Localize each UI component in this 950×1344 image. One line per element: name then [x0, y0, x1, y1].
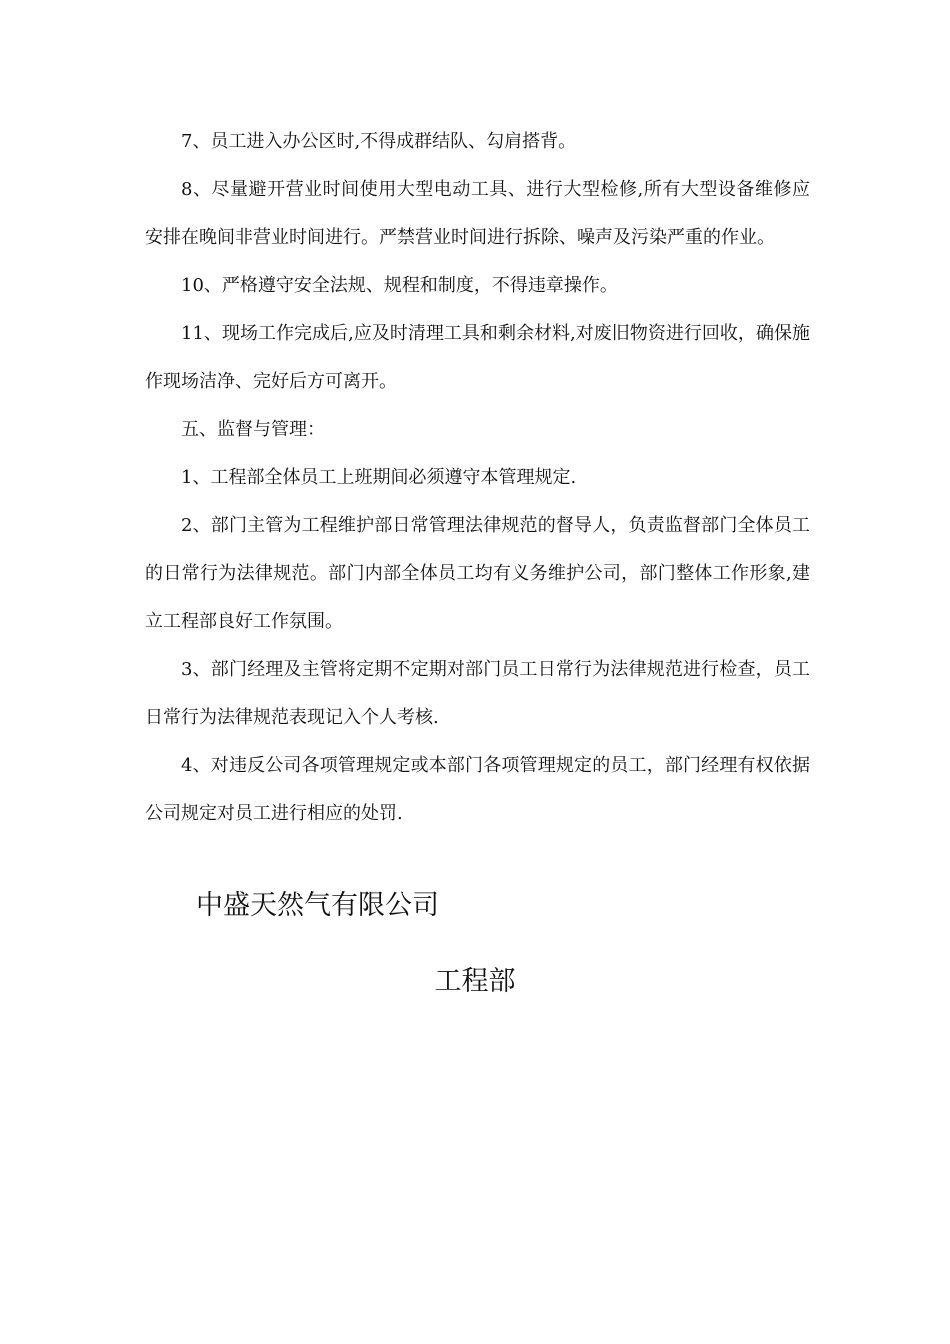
document-body: [145, 118, 810, 838]
paragraph-item-s2: 2、部门主管为工程维护部日常管理法律规范的督导人，负责监督部门全体员工的日常行为法律规范。部门内部全体员工均有义务维护公司，部门整体工作形象,建立工程部良好工作氛围。: [145, 515, 810, 632]
paragraph-item-s3: 3、部门经理及主管将定期不定期对部门员工日常行为法律规范进行检查，员工日常行为法律规范表现记入个人考核.: [145, 659, 810, 728]
department-name: 工程部: [434, 966, 516, 997]
paragraph-item-8: 8、尽量避开营业时间使用大型电动工具、进行大型检修,所有大型设备维修应安排在晚间非营业时间进行。严禁营业时间进行拆除、噪声及污染严重的作业。: [145, 179, 810, 248]
company-name: 中盛天然气有限公司: [196, 890, 439, 921]
section-heading-supervision: 五、监督与管理：: [181, 419, 325, 440]
paragraph-item-10: 10、严格遵守安全法规、规程和制度，不得违章操作。: [181, 275, 618, 296]
paragraph-item-s1: 1、工程部全体员工上班期间必须遵守本管理规定.: [181, 467, 577, 488]
paragraph-item-7: 7、员工进入办公区时,不得成群结队、勾肩搭背。: [181, 131, 577, 152]
paragraph-item-s4: 4、对违反公司各项管理规定或本部门各项管理规定的员工，部门经理有权依据公司规定对员工进行相应的处罚.: [145, 755, 810, 824]
paragraph-item-11: 11、现场工作完成后,应及时清理工具和剩余材料,对废旧物资进行回收，确保施作现场洁净、完好后方可离开。: [145, 323, 810, 392]
